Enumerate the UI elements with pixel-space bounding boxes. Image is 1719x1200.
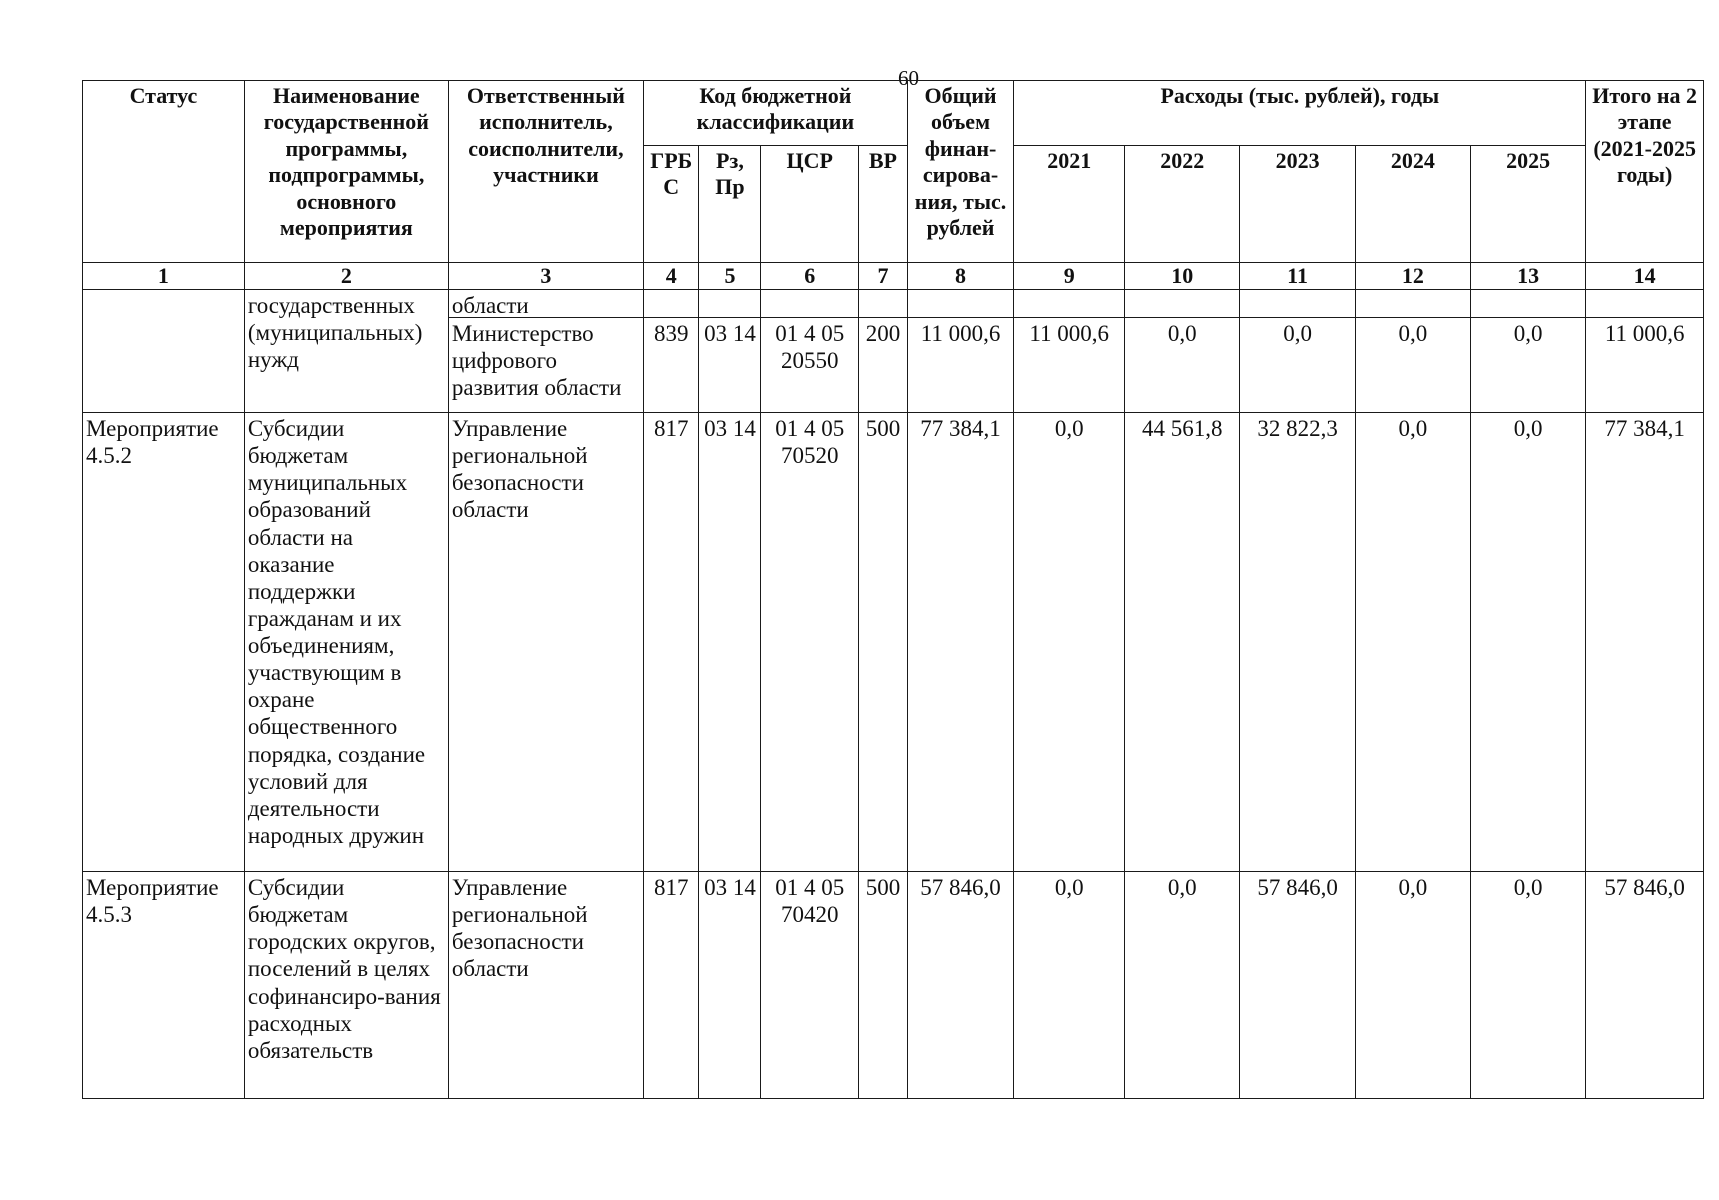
- row-2022: 0,0: [1125, 872, 1240, 1099]
- header-status: Статус: [83, 81, 245, 263]
- row-2025: 0,0: [1471, 872, 1586, 1099]
- column-number: 6: [761, 263, 859, 290]
- row-rzpr: 03 14: [699, 413, 761, 872]
- row-name: Субсидии бюджетам городских округов, поселений в целях софинансиро-вания расходных обязательств: [244, 872, 448, 1099]
- column-number: 11: [1240, 263, 1355, 290]
- column-number: 12: [1355, 263, 1470, 290]
- row-grbs: 839: [653, 321, 689, 346]
- column-number: 5: [699, 263, 761, 290]
- row-executor: Управление региональной безопасности области: [448, 872, 643, 1099]
- row-status: Мероприятие 4.5.3: [83, 872, 245, 1099]
- row-2022: 0,0: [1167, 321, 1197, 346]
- row-2021: 0,0: [1014, 413, 1125, 872]
- row-2021: 0,0: [1014, 872, 1125, 1099]
- column-number: 8: [907, 263, 1013, 290]
- header-year-2021: 2021: [1014, 146, 1125, 263]
- header-year-2023: 2023: [1240, 146, 1355, 263]
- row-csr: 01 4 05 70520: [761, 413, 859, 872]
- header-csr: ЦСР: [761, 146, 859, 263]
- row-grbs: 817: [643, 413, 698, 872]
- row-stage-total: 77 384,1: [1586, 413, 1704, 872]
- row-2025-cell: [1471, 290, 1586, 413]
- row-grbs: 817: [643, 872, 698, 1099]
- header-vr: ВР: [859, 146, 908, 263]
- row-total: 11 000,6: [920, 321, 1001, 346]
- row-total: 77 384,1: [907, 413, 1013, 872]
- row-2021-cell: [1014, 290, 1125, 413]
- header-name: Наименование государственной программы, подпрограммы, основного мероприятия: [244, 81, 448, 263]
- header-rzpr: Рз, Пр: [699, 146, 761, 263]
- row-vr: 500: [859, 872, 908, 1099]
- table-row: [83, 413, 1704, 872]
- row-2023: 32 822,3: [1240, 413, 1355, 872]
- row-2024-cell: [1355, 290, 1470, 413]
- row-stage-total-cell: [1586, 290, 1704, 413]
- column-number: 1: [83, 263, 245, 290]
- header-year-2024: 2024: [1355, 146, 1470, 263]
- table-row: [83, 290, 1704, 413]
- column-number: 14: [1586, 263, 1704, 290]
- header-year-2022: 2022: [1125, 146, 1240, 263]
- row-2024: 0,0: [1355, 872, 1470, 1099]
- row-vr-cell: [859, 290, 908, 413]
- row-2023-cell: [1240, 290, 1355, 413]
- header-stage-total: Итого на 2 этапе (2021-2025 годы): [1586, 81, 1704, 263]
- row-2023: 0,0: [1283, 321, 1312, 346]
- row-2025: 0,0: [1471, 413, 1586, 872]
- header-grbs: ГРБ С: [643, 146, 698, 263]
- column-number-row: [83, 263, 1704, 290]
- row-grbs-cell: [643, 290, 698, 413]
- row-status: [83, 290, 245, 413]
- row-executor-top: области: [449, 290, 643, 318]
- row-2024: 0,0: [1398, 321, 1428, 346]
- row-csr: 01 4 05 70420: [761, 872, 859, 1099]
- page-number: 60: [898, 66, 919, 90]
- row-stage-total: 11 000,6: [1604, 321, 1685, 346]
- row-csr: 01 4 05 20550: [775, 321, 845, 374]
- column-number: 4: [643, 263, 698, 290]
- row-csr-cell: [761, 290, 859, 413]
- row-vr: 500: [859, 413, 908, 872]
- row-stage-total: 57 846,0: [1586, 872, 1704, 1099]
- row-2024: 0,0: [1355, 413, 1470, 872]
- header-total-volume: Общий объем финан-сирова-ния, тыс. рублей: [907, 81, 1013, 263]
- column-number: 7: [859, 263, 908, 290]
- row-2022-cell: [1125, 290, 1240, 413]
- row-total: 57 846,0: [907, 872, 1013, 1099]
- row-executor: Управление региональной безопасности области: [448, 413, 643, 872]
- header-expenses: Расходы (тыс. рублей), годы: [1014, 81, 1586, 146]
- header-executor: Ответственный исполнитель, соисполнители, участники: [448, 81, 643, 263]
- row-2022: 44 561,8: [1125, 413, 1240, 872]
- row-name: государственных (муниципальных) нужд: [244, 290, 448, 413]
- column-number: 9: [1014, 263, 1125, 290]
- column-number: 3: [448, 263, 643, 290]
- column-number: 13: [1471, 263, 1586, 290]
- row-total-cell: [907, 290, 1013, 413]
- header-year-2025: 2025: [1471, 146, 1586, 263]
- row-rzpr-cell: [699, 290, 761, 413]
- row-status: Мероприятие 4.5.2: [83, 413, 245, 872]
- row-executor: Министерство цифрового развития области: [451, 321, 622, 401]
- row-rzpr: 03 14: [704, 321, 756, 346]
- row-rzpr: 03 14: [699, 872, 761, 1099]
- table-row: [83, 872, 1704, 1099]
- column-number: 2: [244, 263, 448, 290]
- row-executor-cell: [448, 290, 643, 413]
- budget-table: [82, 80, 1704, 1099]
- column-number: 10: [1125, 263, 1240, 290]
- row-name: Субсидии бюджетам муниципальных образований области на оказание поддержки гражданам и их объединениям, участвующим в охране общественного порядка, создание условий для деятельности народных дружин: [244, 413, 448, 872]
- row-vr: 200: [865, 321, 901, 346]
- header-row-top: [83, 81, 1704, 146]
- row-2025: 0,0: [1513, 321, 1543, 346]
- row-2023: 57 846,0: [1240, 872, 1355, 1099]
- row-2021: 11 000,6: [1029, 321, 1110, 346]
- header-budget-code: Код бюджетной классификации: [643, 81, 907, 146]
